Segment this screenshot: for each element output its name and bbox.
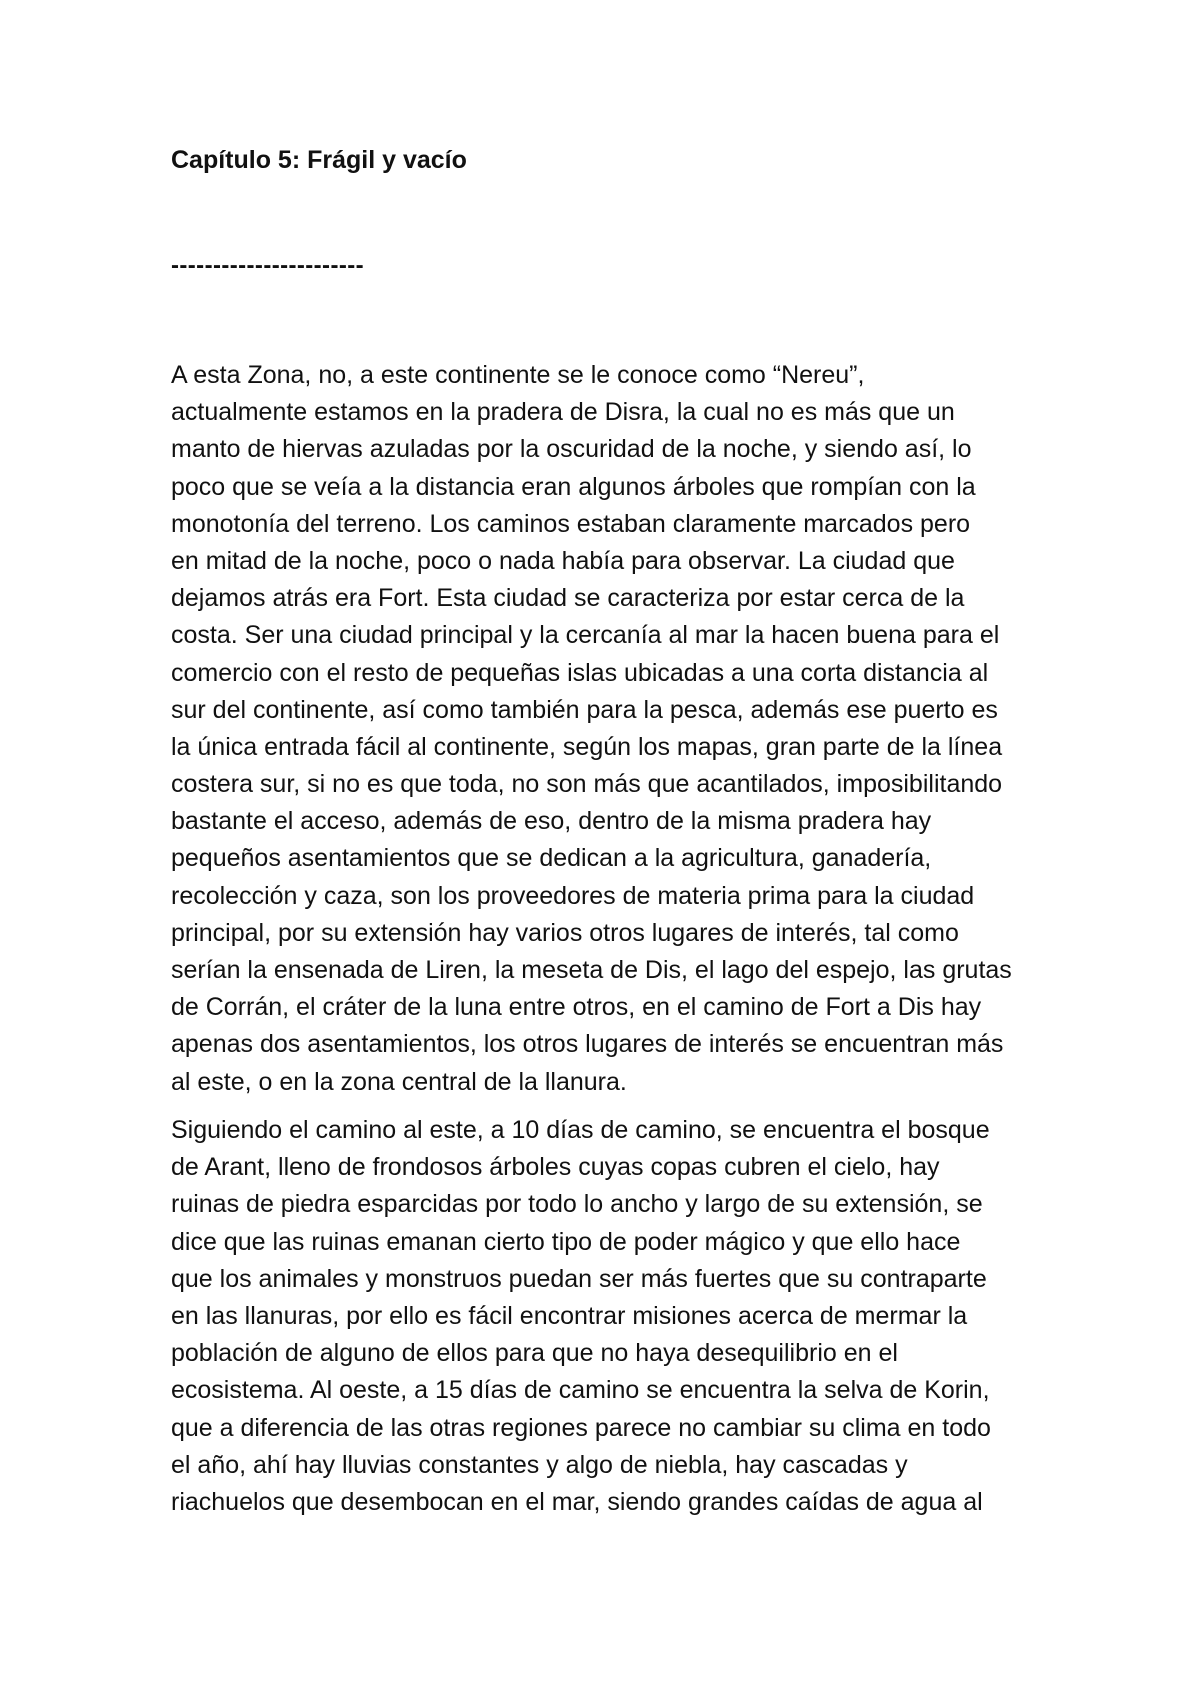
text-line: recolección y caza, son los proveedores de materia prima para la ciudad [171, 881, 975, 910]
text-line: que los animales y monstruos puedan ser más fuertes que su contraparte [171, 1264, 987, 1293]
text-line: Siguiendo el camino al este, a 10 días de camino, se encuentra el bosque [171, 1116, 990, 1144]
text-line: pequeños asentamientos que se dedican a la agricultura, ganadería, [171, 844, 932, 873]
text-line: poco que se veía a la distancia eran algunos árboles que rompían con la [171, 472, 976, 501]
text-line: en las llanuras, por ello es fácil encontrar misiones acerca de mermar la [171, 1301, 968, 1330]
paragraph-1 [171, 357, 1012, 1101]
text-line: actualmente estamos en la pradera de Disra, la cual no es más que un [171, 398, 955, 427]
text-line: al este, o en la zona central de la llanura. [171, 1067, 627, 1096]
text-line: el año, ahí hay lluvias constantes y algo de niebla, hay cascadas y [171, 1450, 908, 1479]
text-line: riachuelos que desembocan en el mar, siendo grandes caídas de agua al [171, 1487, 983, 1516]
text-line: A esta Zona, no, a este continente se le conoce como “Nereu”, [171, 361, 865, 389]
text-line: costa. Ser una ciudad principal y la cercanía al mar la hacen buena para el [171, 621, 1000, 650]
text-line: manto de hiervas azuladas por la oscuridad de la noche, y siendo así, lo [171, 435, 972, 464]
text-line: apenas dos asentamientos, los otros lugares de interés se encuentran más [171, 1030, 1004, 1059]
text-line: costera sur, si no es que toda, no son más que acantilados, imposibilitando [171, 770, 1003, 799]
section-separator: ----------------------- [171, 252, 365, 279]
text-line: de Corrán, el cráter de la luna entre otros, en el camino de Fort a Dis hay [171, 993, 982, 1022]
text-line: principal, por su extensión hay varios otros lugares de interés, tal como [171, 918, 959, 947]
text-line: población de alguno de ellos para que no haya desequilibrio en el [171, 1339, 898, 1368]
text-line: monotonía del terreno. Los caminos estaban claramente marcados pero [171, 509, 971, 538]
text-line: ruinas de piedra esparcidas por todo lo ancho y largo de su extensión, se [171, 1190, 983, 1219]
text-line: de Arant, lleno de frondosos árboles cuyas copas cubren el cielo, hay [171, 1153, 940, 1182]
text-line: dejamos atrás era Fort. Esta ciudad se caracteriza por estar cerca de la [171, 584, 965, 613]
chapter-title: Capítulo 5: Frágil y vacío [171, 146, 467, 174]
text-line: sur del continente, así como también para la pesca, además ese puerto es [171, 695, 998, 724]
text-line: que a diferencia de las otras regiones parece no cambiar su clima en todo [171, 1413, 991, 1442]
text-line: la única entrada fácil al continente, según los mapas, gran parte de la línea [171, 732, 1003, 761]
paragraph-2 [171, 1112, 991, 1521]
text-line: ecosistema. Al oeste, a 15 días de camino se encuentra la selva de Korin, [171, 1376, 990, 1405]
text-line: dice que las ruinas emanan cierto tipo de poder mágico y que ello hace [171, 1227, 961, 1256]
text-line: serían la ensenada de Liren, la meseta de Dis, el lago del espejo, las grutas [171, 956, 1012, 984]
text-line: en mitad de la noche, poco o nada había para observar. La ciudad que [171, 546, 955, 575]
text-line: bastante el acceso, además de eso, dentro de la misma pradera hay [171, 807, 932, 836]
text-line: comercio con el resto de pequeñas islas ubicadas a una corta distancia al [171, 658, 989, 687]
